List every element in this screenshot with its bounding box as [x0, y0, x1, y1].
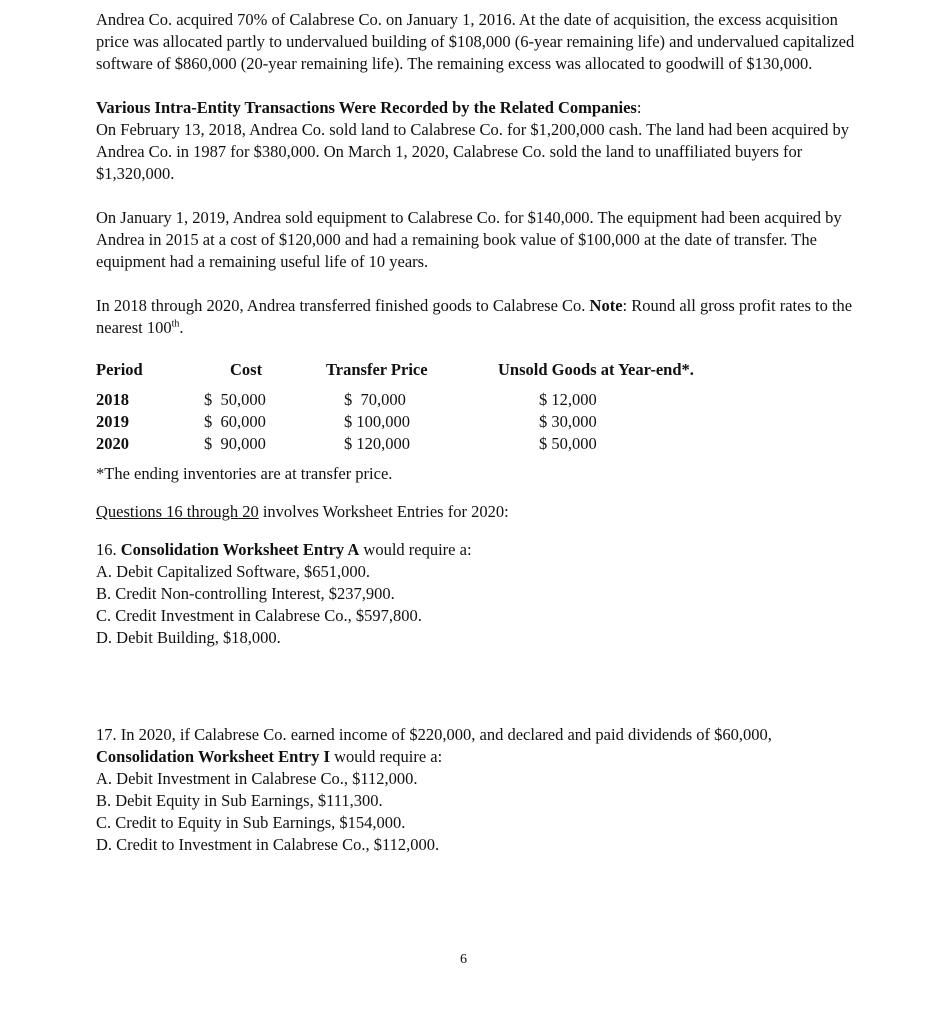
- row-2019-transfer: $ 100,000: [344, 412, 410, 431]
- q16-entry-name: Consolidation Worksheet Entry A: [120, 540, 360, 559]
- questions-intro: [96, 501, 856, 523]
- footnote: *The ending inventories are at transfer price.: [96, 464, 393, 483]
- goods-note-text: : Round all gross profit rates to the nearest 100: [96, 296, 853, 337]
- superscript-th: th: [171, 318, 180, 330]
- row-2018-transfer: $ 70,000: [344, 390, 406, 409]
- q16-option-b: B. Credit Non-controlling Interest, $237,900.: [96, 584, 395, 603]
- q17-option-a: A. Debit Investment in Calabrese Co., $112,000.: [96, 769, 418, 788]
- q17-option-b: B. Debit Equity in Sub Earnings, $111,300.: [96, 791, 383, 810]
- row-2019-cost: $ 60,000: [204, 412, 266, 431]
- q16-option-d: D. Debit Building, $18,000.: [96, 628, 281, 647]
- header-transfer-price: Transfer Price: [326, 360, 428, 379]
- q17-stem-pre: 17. In 2020, if Calabrese Co. earned income of $220,000, and declared and paid dividends of $60,000,: [96, 725, 772, 744]
- row-2019-period: 2019: [96, 412, 129, 431]
- heading-colon: :: [636, 98, 642, 117]
- row-2019-unsold: $ 30,000: [539, 412, 597, 431]
- questions-range-link: Questions 16 through 20: [96, 502, 259, 521]
- document-page: [96, 9, 856, 856]
- row-2018-unsold: $ 12,000: [539, 390, 597, 409]
- question-16-stem: [96, 539, 856, 561]
- goods-text: In 2018 through 2020, Andrea transferred finished goods to Calabrese Co.: [96, 296, 590, 315]
- header-period: Period: [96, 360, 143, 379]
- land-paragraph: On February 13, 2018, Andrea Co. sold land to Calabrese Co. for $1,200,000 cash. The land had been acquired by Andrea Co. in 1987 for $380,000. On March 1, 2020, Calabrese Co. sold the land to unaffiliated buyers for $1,320,000.: [96, 120, 850, 183]
- question-16: [96, 539, 856, 649]
- header-cost: Cost: [230, 360, 263, 379]
- q17-stem-rest: would require a:: [329, 747, 443, 766]
- questions-intro-text: involves Worksheet Entries for 2020:: [258, 502, 509, 521]
- intro-paragraph: Andrea Co. acquired 70% of Calabrese Co. on January 1, 2016. At the date of acquisition, the excess acquisition price was allocated partly to undervalued building of $108,000 (6-year remaining life) and undervalued capitalized software of $860,000 (20-year remaining life). The remaining excess was allocated to goodwill of $130,000.: [96, 10, 855, 73]
- q17-option-c: C. Credit to Equity in Sub Earnings, $154,000.: [96, 813, 406, 832]
- transfer-table: [96, 359, 856, 459]
- row-2020-period: 2020: [96, 434, 129, 453]
- question-17: [96, 724, 856, 856]
- row-2018-period: 2018: [96, 390, 129, 409]
- header-unsold-goods: Unsold Goods at Year-end*.: [498, 360, 694, 379]
- note-label: Note: [589, 296, 623, 315]
- row-2020-cost: $ 90,000: [204, 434, 266, 453]
- q16-number: 16.: [96, 540, 121, 559]
- question-17-stem: [96, 724, 856, 768]
- q17-entry-name: Consolidation Worksheet Entry I: [96, 747, 330, 766]
- intra-entity-heading-line: [96, 97, 856, 119]
- goods-end: .: [179, 318, 184, 337]
- page-number: 6: [460, 952, 467, 967]
- q16-option-a: A. Debit Capitalized Software, $651,000.: [96, 562, 371, 581]
- intra-entity-heading: Various Intra-Entity Transactions Were Recorded by the Related Companies: [96, 98, 637, 117]
- q16-option-c: C. Credit Investment in Calabrese Co., $597,800.: [96, 606, 422, 625]
- row-2018-cost: $ 50,000: [204, 390, 266, 409]
- equipment-paragraph: On January 1, 2019, Andrea sold equipment to Calabrese Co. for $140,000. The equipment had been acquired by Andrea in 2015 at a cost of $120,000 and had a remaining book value of $100,000 at the date of transfer. The equipment had a remaining useful life of 10 years.: [96, 208, 842, 271]
- row-2020-transfer: $ 120,000: [344, 434, 410, 453]
- goods-paragraph: [96, 295, 856, 339]
- row-2020-unsold: $ 50,000: [539, 434, 597, 453]
- q16-stem-rest: would require a:: [359, 540, 472, 559]
- q17-option-d: D. Credit to Investment in Calabrese Co., $112,000.: [96, 835, 440, 854]
